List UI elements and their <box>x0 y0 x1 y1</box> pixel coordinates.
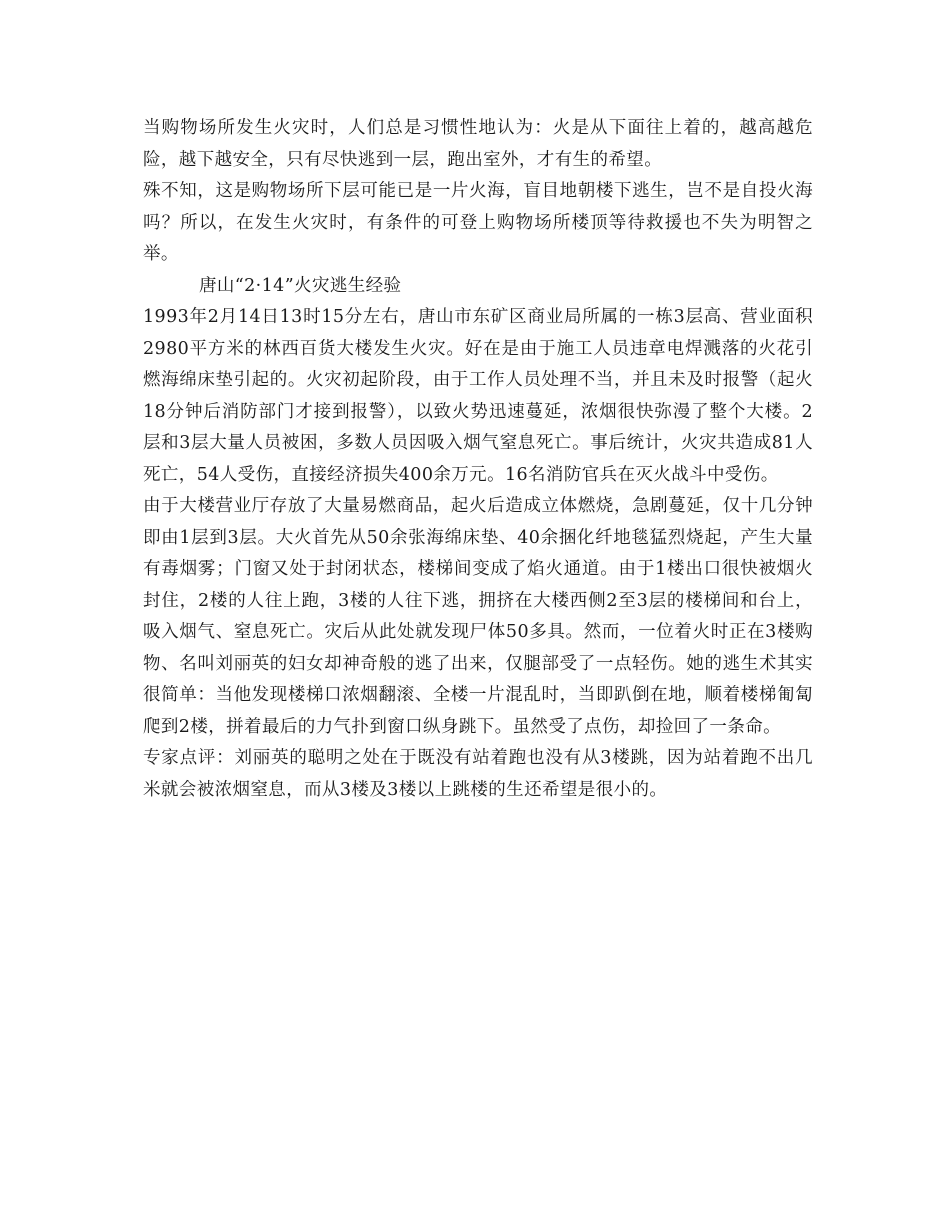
paragraph-5: 专家点评：刘丽英的聪明之处在于既没有站着跑也没有从3楼跳，因为站着跑不出几米就会被浓烟窒息，而从3楼及3楼以上跳楼的生还希望是很小的。 <box>143 748 813 800</box>
document-body <box>143 113 813 806</box>
paragraph-3: 1993年2月14日13时15分左右，唐山市东矿区商业局所属的一栋3层高、营业面积2980平方米的林西百货大楼发生火灾。好在是由于施工人员违章电焊溅落的火花引燃海绵床垫引起的。火灾初起阶段，由于工作人员处理不当，并且未及时报警（起火18分钟后消防部门才接到报警），以致火势迅速蔓延，浓烟很快弥漫了整个大楼。2层和3层大量人员被困，多数人员因吸入烟气窒息死亡。事后统计，火灾共造成81人死亡，54人受伤，直接经济损失400余万元。16名消防官兵在灭火战斗中受伤。 <box>143 307 813 485</box>
section-heading: 唐山“2·14”火灾逃生经验 <box>199 275 402 296</box>
paragraph-1: 当购物场所发生火灾时，人们总是习惯性地认为：火是从下面往上着的，越高越危险，越下越安全，只有尽快逃到一层，跑出室外，才有生的希望。 <box>143 118 813 170</box>
paragraph-4: 由于大楼营业厅存放了大量易燃商品，起火后造成立体燃烧，急剧蔓延，仅十几分钟即由1层到3层。大火首先从50余张海绵床垫、40余捆化纤地毯猛烈烧起，产生大量有毒烟雾；门窗又处于封闭状态，楼梯间变成了焰火通道。由于1楼出口很快被烟火封住，2楼的人往上跑，3楼的人往下逃，拥挤在大楼西侧2至3层的楼梯间和台上，吸入烟气、窒息死亡。灾后从此处就发现尸体50多具。然而，一位着火时正在3楼购物、名叫刘丽英的妇女却神奇般的逃了出来，仅腿部受了一点轻伤。她的逃生术其实很简单：当他发现楼梯口浓烟翻滚、全楼一片混乱时，当即趴倒在地，顺着楼梯匍匐爬到2楼，拼着最后的力气扑到窗口纵身跳下。虽然受了点伤，却捡回了一条命。 <box>143 496 813 737</box>
paragraph-2: 殊不知，这是购物场所下层可能已是一片火海，盲目地朝楼下逃生，岂不是自投火海吗？所以，在发生火灾时，有条件的可登上购物场所楼顶等待救援也不失为明智之举。 <box>143 181 813 264</box>
